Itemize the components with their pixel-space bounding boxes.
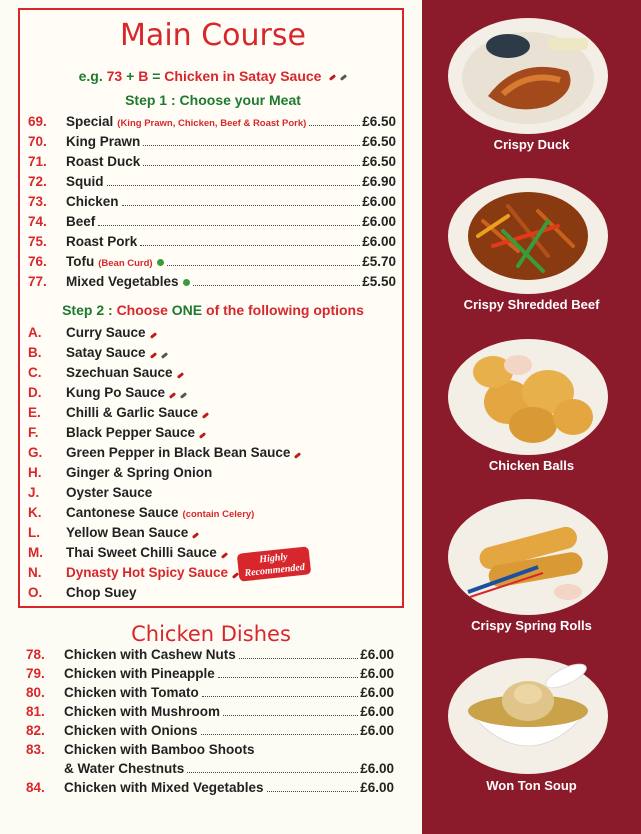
- item-number: 77.: [28, 274, 47, 289]
- meat-row: [28, 174, 396, 194]
- item-number: 76.: [28, 254, 47, 269]
- sauce-name: Green Pepper in Black Bean Sauce: [66, 445, 291, 460]
- vegetarian-icon: [157, 259, 164, 266]
- item-number: 70.: [28, 134, 47, 149]
- dot-leader: [167, 264, 361, 266]
- dot-leader: [107, 184, 361, 186]
- sauce-row: [28, 585, 396, 605]
- example-eq: =: [152, 68, 161, 84]
- item-name: Roast Pork: [66, 234, 138, 249]
- chicken-row: [26, 723, 394, 743]
- sauce-letter: E.: [28, 405, 41, 420]
- main-course-box: [18, 8, 404, 608]
- item-name: Chicken: [66, 194, 119, 209]
- chili-icon: [149, 352, 156, 359]
- photo-label-5: Won Ton Soup: [486, 778, 577, 793]
- meat-row: [28, 154, 396, 174]
- item-price: £6.00: [360, 780, 394, 795]
- meat-row: [28, 234, 396, 254]
- dot-leader: [143, 164, 360, 166]
- sauce-name: Chilli & Garlic Sauce: [66, 405, 199, 420]
- item-price: £6.00: [360, 666, 394, 681]
- sauce-name: Cantonese Sauce: [66, 505, 179, 520]
- sauce-row: [28, 345, 396, 365]
- sauce-name: Black Pepper Sauce: [66, 425, 196, 440]
- chili-icon: [202, 412, 209, 419]
- pepper-icon: [180, 392, 187, 399]
- item-price: £6.00: [360, 704, 394, 719]
- item-number: 80.: [26, 685, 45, 700]
- item-price: £6.00: [362, 234, 396, 249]
- sauce-row: [28, 425, 396, 445]
- sauce-letter: G.: [28, 445, 43, 460]
- vegetarian-icon: [183, 279, 190, 286]
- item-name: Chicken with Mixed Vegetables: [64, 780, 264, 795]
- item-name: King Prawn: [66, 134, 141, 149]
- sauce-name: Kung Po Sauce: [66, 385, 166, 400]
- sauce-letter: K.: [28, 505, 42, 520]
- item-name: Mixed Vegetables: [66, 274, 179, 289]
- dot-leader: [202, 695, 358, 697]
- sauce-row: [28, 485, 396, 505]
- chili-icon: [329, 74, 336, 81]
- dot-leader: [193, 284, 361, 286]
- sauce-name: Ginger & Spring Onion: [66, 465, 213, 480]
- item-price: £6.00: [360, 723, 394, 738]
- step2-text-a: Choose: [116, 302, 168, 318]
- item-price: £6.00: [360, 685, 394, 700]
- pepper-icon: [160, 352, 167, 359]
- pepper-icon: [340, 74, 347, 81]
- item-number: 83.: [26, 742, 45, 757]
- sauce-note: (contain Celery): [182, 509, 255, 520]
- sauce-row: [28, 445, 396, 465]
- chicken-row: [26, 742, 394, 762]
- item-price: £6.50: [362, 114, 396, 129]
- item-name: Chicken with Mushroom: [64, 704, 221, 719]
- item-price: £5.70: [362, 254, 396, 269]
- sauce-row: [28, 385, 396, 405]
- sauce-letter: N.: [28, 565, 42, 580]
- item-number: 75.: [28, 234, 47, 249]
- dot-leader: [309, 124, 360, 126]
- chicken-dishes-title: Chicken Dishes: [131, 622, 291, 646]
- item-name: Chicken with Onions: [64, 723, 198, 738]
- dot-leader: [143, 144, 360, 146]
- sauce-letter: O.: [28, 585, 43, 600]
- example-num: 73: [106, 68, 123, 84]
- sauce-letter: M.: [28, 545, 43, 560]
- dot-leader: [98, 224, 360, 226]
- item-name: Beef: [66, 214, 96, 229]
- photo-label-2: Crispy Shredded Beef: [463, 297, 600, 312]
- step2-text-c: of the following options: [206, 302, 364, 318]
- item-name: Chicken with Cashew Nuts: [64, 647, 236, 662]
- sauce-name: Dynasty Hot Spicy Sauce: [66, 565, 229, 580]
- item-number: 78.: [26, 647, 45, 662]
- chicken-row: [26, 647, 394, 667]
- dot-leader: [140, 244, 360, 246]
- step2-heading: [20, 302, 406, 318]
- crispy-duck-photo: [448, 16, 608, 136]
- sauce-name: Oyster Sauce: [66, 485, 153, 500]
- dot-leader: [122, 204, 361, 206]
- example-plus: +: [126, 68, 135, 84]
- item-number: 71.: [28, 154, 47, 169]
- sauce-letter: L.: [28, 525, 40, 540]
- item-note: (King Prawn, Chicken, Beef & Roast Pork): [117, 118, 307, 129]
- item-name: Chicken with Tomato: [64, 685, 199, 700]
- meat-row: [28, 194, 396, 214]
- meat-row: [28, 134, 396, 154]
- meat-row: [28, 114, 396, 134]
- chicken-row: [26, 704, 394, 724]
- photo-panel: [422, 0, 641, 834]
- dot-leader: [218, 676, 358, 678]
- dot-leader: [239, 657, 358, 659]
- sauce-name: Chop Suey: [66, 585, 137, 600]
- sauce-letter: D.: [28, 385, 42, 400]
- sauce-name: Szechuan Sauce: [66, 365, 173, 380]
- meat-row: [28, 274, 396, 294]
- item-name: Special: [66, 114, 114, 129]
- sauce-name: Curry Sauce: [66, 325, 146, 340]
- item-name: Chicken with Pineapple: [64, 666, 215, 681]
- photo-label-4: Crispy Spring Rolls: [471, 618, 592, 633]
- dot-leader: [187, 771, 358, 773]
- dot-leader: [201, 733, 359, 735]
- item-name: Roast Duck: [66, 154, 141, 169]
- item-number: 74.: [28, 214, 47, 229]
- chicken-row: [26, 761, 394, 781]
- item-number: 81.: [26, 704, 45, 719]
- sauce-name: Satay Sauce: [66, 345, 146, 360]
- main-course-title: Main Course: [120, 18, 306, 53]
- chili-icon: [169, 392, 176, 399]
- item-price: £6.50: [362, 154, 396, 169]
- meat-row: [28, 214, 396, 234]
- photo-label-1: Crispy Duck: [493, 137, 570, 152]
- item-price: £6.00: [362, 214, 396, 229]
- chicken-row: [26, 666, 394, 686]
- step1-heading: [20, 92, 406, 108]
- item-price: £6.00: [362, 194, 396, 209]
- sauce-row: [28, 505, 396, 525]
- sauce-name: Thai Sweet Chilli Sauce: [66, 545, 217, 560]
- chili-icon: [192, 532, 199, 539]
- won-ton-soup-photo: [448, 656, 608, 776]
- sauce-row: [28, 525, 396, 545]
- badge-line1: Highly: [258, 551, 289, 566]
- sauce-letter: F.: [28, 425, 39, 440]
- item-price: £6.00: [360, 647, 394, 662]
- sauce-letter: C.: [28, 365, 42, 380]
- item-price: £6.50: [362, 134, 396, 149]
- step1-label: Step 1 :: [125, 92, 176, 108]
- item-name: & Water Chestnuts: [64, 761, 185, 776]
- crispy-shredded-beef-photo: [448, 176, 608, 296]
- badge-line2: Recommended: [243, 561, 306, 580]
- item-number: 84.: [26, 780, 45, 795]
- chili-icon: [294, 452, 301, 459]
- photo-label-3: Chicken Balls: [488, 458, 575, 473]
- chicken-row: [26, 780, 394, 800]
- item-price: £6.00: [360, 761, 394, 776]
- sauce-letter: H.: [28, 465, 42, 480]
- item-note: (Bean Curd): [98, 258, 153, 269]
- example-line: [20, 68, 406, 84]
- crispy-spring-rolls-photo: [448, 497, 608, 617]
- item-price: £6.90: [362, 174, 396, 189]
- example-letter: B: [138, 68, 149, 84]
- chili-icon: [176, 372, 183, 379]
- item-number: 69.: [28, 114, 47, 129]
- sauce-letter: B.: [28, 345, 42, 360]
- item-number: 73.: [28, 194, 47, 209]
- step2-text-b: ONE: [171, 302, 203, 318]
- example-prefix: e.g.: [78, 68, 103, 84]
- item-name: Chicken with Bamboo Shoots: [64, 742, 255, 757]
- example-text: Chicken in Satay Sauce: [164, 68, 322, 84]
- sauce-row: [28, 325, 396, 345]
- item-number: 82.: [26, 723, 45, 738]
- meat-row: [28, 254, 396, 274]
- chili-icon: [199, 432, 206, 439]
- sauce-row: [28, 405, 396, 425]
- sauce-row: [28, 365, 396, 385]
- item-number: 79.: [26, 666, 45, 681]
- sauce-name: Yellow Bean Sauce: [66, 525, 189, 540]
- item-name: Tofu: [66, 254, 95, 269]
- sauce-letter: J.: [28, 485, 40, 500]
- dot-leader: [267, 790, 359, 792]
- chili-icon: [149, 332, 156, 339]
- sauce-row: [28, 565, 396, 585]
- chicken-balls-photo: [448, 337, 608, 457]
- chili-icon: [221, 552, 228, 559]
- dot-leader: [223, 714, 358, 716]
- sauce-row: [28, 545, 396, 565]
- item-price: £5.50: [362, 274, 396, 289]
- item-number: 72.: [28, 174, 47, 189]
- step1-text: Choose your Meat: [179, 92, 301, 108]
- chicken-row: [26, 685, 394, 705]
- step2-label: Step 2 :: [62, 302, 113, 318]
- item-name: Squid: [66, 174, 104, 189]
- sauce-letter: A.: [28, 325, 42, 340]
- sauce-row: [28, 465, 396, 485]
